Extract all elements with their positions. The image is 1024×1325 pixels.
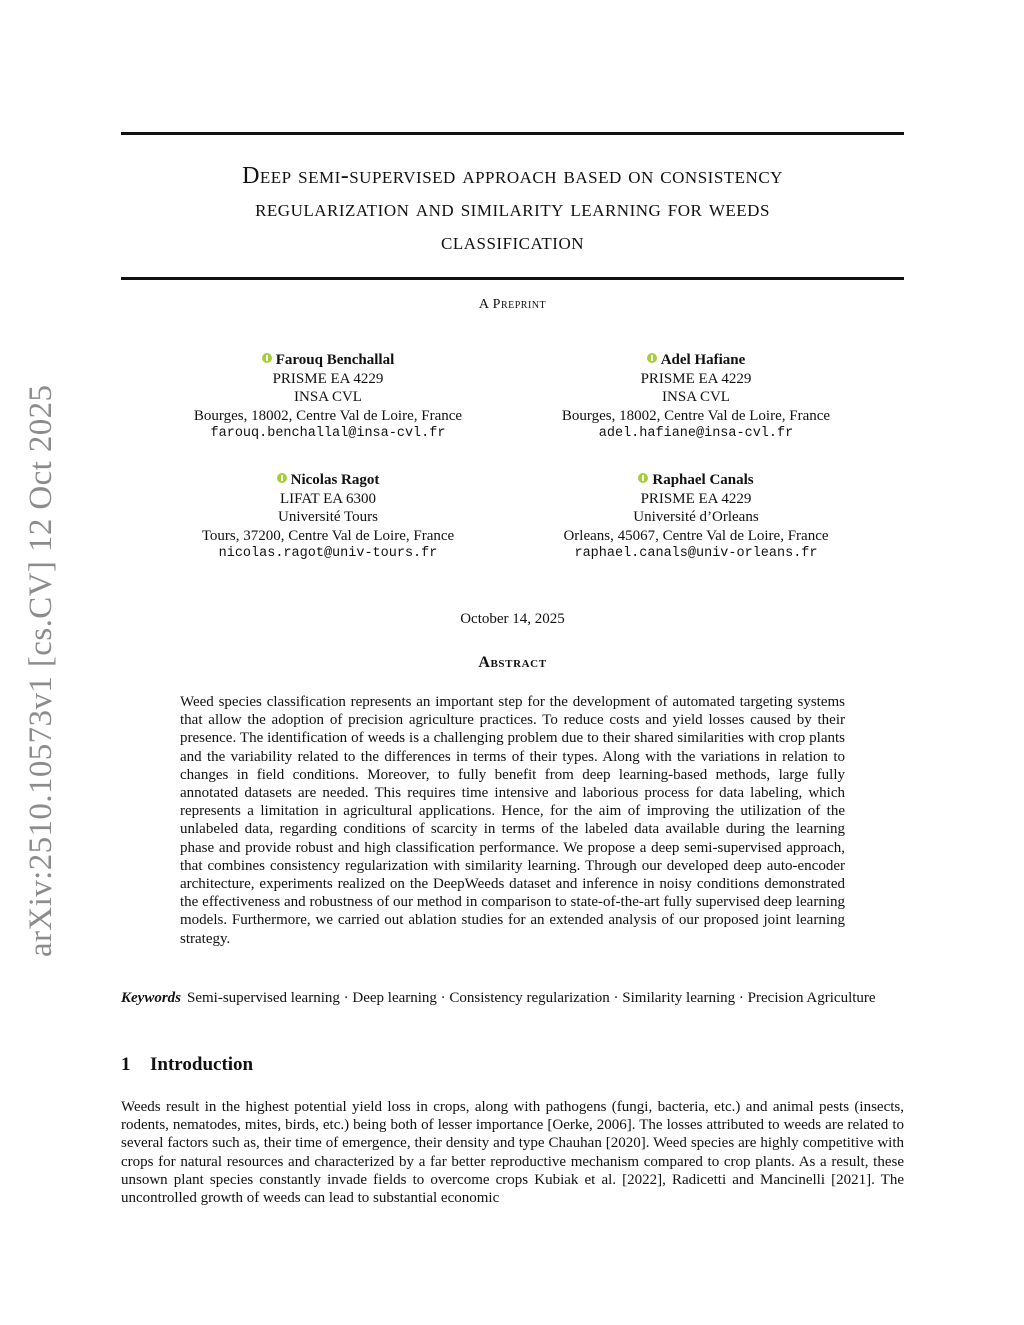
author-name: Nicolas Ragot	[148, 471, 508, 490]
author-affiliation: PRISME EA 4229	[640, 490, 752, 507]
publication-date: October 14, 2025	[460, 611, 565, 627]
author-email[interactable]: nicolas.ragot@univ-tours.fr	[218, 546, 438, 561]
author-email[interactable]: raphael.canals@univ-orleans.fr	[574, 546, 818, 561]
title-line-1: Deep semi-supervised approach based on consistency	[242, 163, 783, 189]
author-address: Orleans, 45067, Centre Val de Loire, France	[563, 527, 829, 544]
section-heading-introduction	[121, 1054, 253, 1076]
author-institution: INSA CVL	[662, 389, 730, 405]
author-institution: Université Tours	[278, 509, 378, 525]
author-affiliation: PRISME EA 4229	[272, 370, 384, 387]
author-email[interactable]: farouq.benchallal@insa-cvl.fr	[210, 426, 446, 441]
author-block-canals	[516, 471, 876, 564]
title-rule-bottom	[121, 277, 904, 280]
orcid-icon[interactable]	[647, 353, 657, 363]
author-institution: Université d’Orleans	[633, 509, 759, 525]
abstract-heading: Abstract	[478, 654, 547, 671]
section-title: Introduction	[150, 1054, 254, 1075]
keywords-label: Keywords	[121, 990, 181, 1006]
author-block-ragot	[148, 471, 508, 564]
author-address: Bourges, 18002, Centre Val de Loire, France	[561, 407, 831, 424]
arxiv-stamp: arXiv:2510.10573v1 [cs.CV] 12 Oct 2025	[23, 384, 59, 957]
author-name: Farouq Benchallal	[148, 351, 508, 370]
orcid-icon[interactable]	[277, 473, 287, 483]
abstract-body: Weed species classification represents an important step for the development of automated targeting systems that allow the adoption of precision agriculture practices. To reduce costs and yield losses caused by their presence. The identification of weeds is a challenging problem due to their shared similarities with crop plants and the variability related to the differences in terms of their types. Along with the variations in relation to changes in field conditions. Moreover, to fully benefit from deep learning-based methods, large fully annotated datasets are needed. This requires time intensive and laborious process for data labeling, which represents a limitation in agricultural applications. Hence, for the aim of improving the utilization of the unlabeled data, regarding conditions of scarcity in terms of the labeled data available during the learning phase and provide robust and high classification performance. We propose a deep semi-supervised approach, that combines consistency regularization with similarity learning. Through our developed deep auto-encoder architecture, experiments realized on the DeepWeeds dataset and inference in noisy conditions demonstrated the effectiveness and robustness of our method in comparison to state-of-the-art fully supervised deep learning models. Furthermore, we carried out ablation studies for an extended analysis of our proposed joint learning strategy.	[180, 694, 845, 947]
author-name: Adel Hafiane	[516, 351, 876, 370]
paper-title	[121, 160, 904, 259]
author-address: Tours, 37200, Centre Val de Loire, France	[201, 527, 455, 544]
title-line-3: classification	[440, 229, 585, 255]
title-rule-top	[121, 132, 904, 135]
section-number: 1	[121, 1054, 131, 1075]
orcid-icon[interactable]	[638, 473, 648, 483]
title-line-2: regularization and similarity learning for weeds	[255, 196, 770, 222]
author-affiliation: PRISME EA 4229	[640, 370, 752, 387]
author-name: Raphael Canals	[516, 471, 876, 490]
author-affiliation: LIFAT EA 6300	[279, 490, 377, 507]
orcid-icon[interactable]	[262, 353, 272, 363]
author-block-hafiane	[516, 351, 876, 444]
introduction-paragraph: Weeds result in the highest potential yield loss in crops, along with pathogens (fungi, bacteria, etc.) and animal pests (insects, rodents, nematodes, mites, birds, etc.) being both of lesser importance [Oerke, 2006]. The losses attributed to weeds are related to several factors such as, their time of emergence, their density and type Chauhan [2020]. Weed species are highly competitive with crops for natural resources and characterized by a far better reproductive mechanism compared to crop plants. As a result, these unsown plant species constantly invade fields to overcome crops Kubiak et al. [2022], Radicetti and Mancinelli [2021]. The uncontrolled growth of weeds can lead to substantial economic	[121, 1099, 904, 1207]
preprint-label: A Preprint	[478, 297, 547, 312]
author-block-benchallal	[148, 351, 508, 444]
keywords-list: Semi-supervised learning · Deep learning · Consistency regularization · Similarity learning · Precision Agriculture	[187, 990, 876, 1006]
author-address: Bourges, 18002, Centre Val de Loire, France	[193, 407, 463, 424]
author-institution: INSA CVL	[294, 389, 362, 405]
keywords	[121, 989, 904, 1007]
author-email[interactable]: adel.hafiane@insa-cvl.fr	[598, 426, 794, 441]
